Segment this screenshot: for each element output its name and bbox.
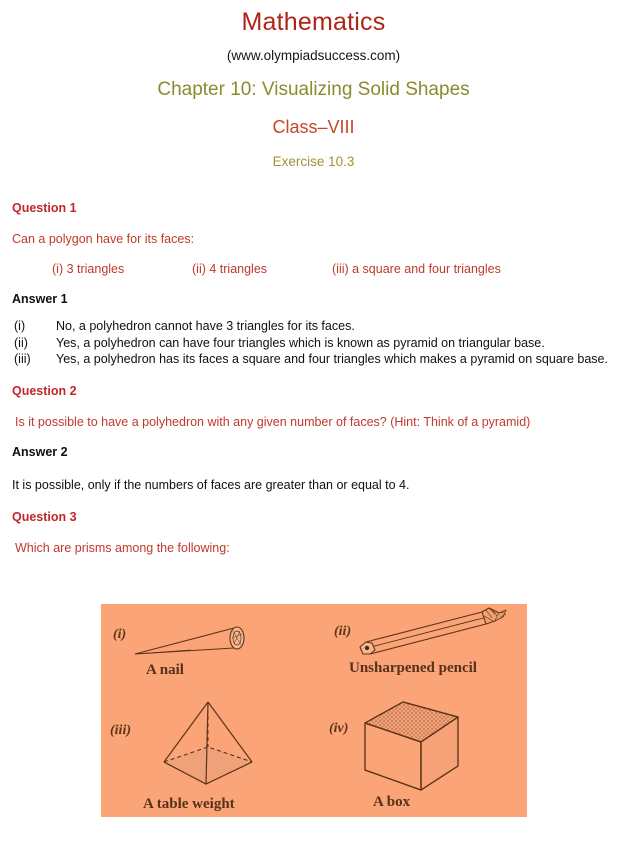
figure-item-i-roman: (i): [113, 627, 127, 642]
answer-2-text: It is possible, only if the numbers of faces are greater than or equal to 4.: [12, 477, 410, 492]
spacer: [12, 171, 617, 188]
question-2-prompt: Is it possible to have a polyhedron with any given number of faces? (Hint: Think of a pyramid): [15, 414, 531, 429]
answer-1-item-2-marker: (iii): [14, 352, 31, 366]
answer-1-item-2-text: Yes, a polyhedron has its faces a square and four triangles which makes a pyramid on square base.: [56, 352, 608, 366]
answer-2-heading: Answer 2: [12, 444, 68, 459]
cube-icon: [359, 700, 474, 800]
figure-item-iii-caption: A table weight: [143, 796, 235, 812]
site-url: (www.olympiadsuccess.com): [226, 48, 401, 63]
spacer: [12, 278, 617, 291]
question-1-option-iii: (iii) a square and four triangles: [332, 262, 501, 276]
class-label: Class–VIII: [272, 117, 355, 137]
nail-icon: [131, 614, 261, 664]
spacer: [12, 399, 617, 414]
list-item: [12, 335, 617, 352]
question-2-block: [12, 383, 617, 494]
question-3-block: [12, 509, 617, 557]
list-item: [12, 318, 617, 335]
answer-1-item-1-text: Yes, a polyhedron can have four triangles which is known as pyramid on triangular base.: [56, 335, 545, 350]
question-2-heading: Question 2: [12, 383, 77, 398]
figure-panel: [101, 604, 527, 817]
answer-1-heading: Answer 1: [12, 292, 68, 306]
figure-item-ii-caption: Unsharpened pencil: [349, 660, 477, 676]
question-3-heading: Question 3: [12, 509, 77, 524]
question-1-option-ii: (ii) 4 triangles: [192, 262, 268, 276]
question-1-options: [12, 261, 617, 278]
exercise-label: Exercise 10.3: [272, 154, 355, 169]
figure-item-iv-roman: (iv): [329, 721, 349, 736]
figure-item-i-caption: A nail: [146, 662, 184, 678]
figure-item-iii-roman: (iii): [110, 723, 131, 738]
square-pyramid-icon: [156, 699, 266, 794]
page-title: Mathematics: [241, 8, 386, 36]
question-3-prompt: Which are prisms among the following:: [15, 540, 230, 555]
question-1-prompt: Can a polygon have for its faces:: [12, 232, 195, 246]
spacer: [12, 460, 617, 477]
answer-1-item-0-text: No, a polyhedron cannot have 3 triangles for its faces.: [56, 319, 355, 333]
question-1-heading: Question 1: [12, 201, 77, 215]
list-item: [12, 351, 617, 368]
answer-1-item-0-marker: (i): [14, 319, 26, 333]
spacer: [12, 525, 617, 540]
document-header: [0, 0, 627, 171]
spacer: [12, 494, 617, 509]
spacer: [12, 307, 617, 318]
spacer: [12, 248, 617, 261]
answer-1-item-1-marker: (ii): [14, 335, 28, 350]
figure-item-ii-roman: (ii): [334, 624, 352, 639]
spacer: [12, 431, 617, 444]
pencil-icon: [356, 604, 521, 662]
spacer: [12, 368, 617, 383]
figure-item-iv-caption: A box: [373, 794, 411, 810]
spacer: [12, 188, 617, 200]
question-1-option-i: (i) 3 triangles: [52, 262, 125, 276]
question-1-block: [12, 200, 617, 368]
spacer: [12, 216, 617, 231]
answer-1-list: [12, 318, 617, 368]
chapter-title: Chapter 10: Visualizing Solid Shapes: [157, 79, 470, 100]
document-body: [0, 171, 627, 557]
